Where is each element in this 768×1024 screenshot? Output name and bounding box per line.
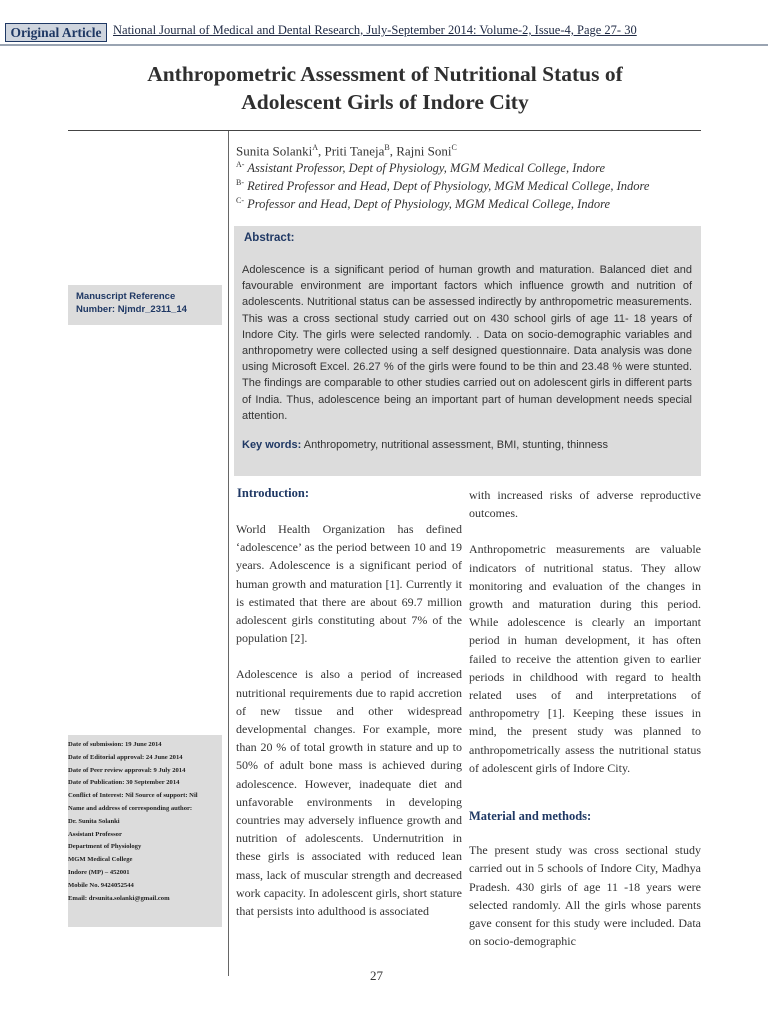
info-line: Assistant Professor [68,830,122,838]
info-line: MGM Medical College [68,856,133,864]
info-line: Date of Peer review approval: 9 July 2014 [68,766,186,774]
author-name: Rajni Soni [396,143,452,159]
info-line: Department of Physiology [68,843,142,851]
introduction-body [236,520,462,920]
keywords [242,439,692,451]
info-line: Date of Publication: 30 September 2014 [68,779,180,787]
submission-info-box [68,735,222,927]
abstract-text: Adolescence is a significant period of human growth and maturation. Balanced diet and favourable environment are important factors which influence growth and nutrition of adolescents. Nutritional status can be assessed indirectly by anthropometric measurements. This was a cross sectional study carried out on 430 school girls of age 11- 18 years of Indore City. The girls were selected randomly. . Data on socio-demographic variables and anthropometry were collected using a self designed questionnaire. Data analysis was done using Microsoft Excel. 26.27 % of the girls were found to be thin and 23.48 % were stunted. The findings are comparable to other studies carried out on adolescent girls in different parts of India. Thus, adolescence being an important part of human development needs special attention. [242,264,692,422]
header-divider [0,44,768,46]
methods-heading: Material and methods: [469,809,592,824]
article-title [60,60,710,116]
paragraph: with increased risks of adverse reproductive outcomes. [469,488,701,521]
journal-citation[interactable]: National Journal of Medical and Dental Research, July-September 2014: Volume-2, Issue-4, Page 27- 30 [113,23,637,37]
column-divider [228,131,229,976]
introduction-heading: Introduction: [237,486,310,500]
keywords-label: Key words: [242,439,302,451]
info-line: Date of Editorial approval: 24 June 2014 [68,753,183,761]
article-type-badge: Original Article [5,23,107,42]
title-line-1: Anthropometric Assessment of Nutritional Status of [147,62,623,86]
title-line-2: Adolescent Girls of Indore City [241,90,529,114]
email-link[interactable]: Email: drsunita.solanki@gmail.com [68,894,170,902]
title-divider [68,130,701,131]
paragraph: Adolescence is also a period of increased nutritional requirements due to rapid accretion of new tissue and other widespread developmental changes. For example, more than 20 % of total growth in stature and up to 50% of adult bone mass is achieved during adolescence. However, inadequate diet and unfavorable environments in developing countries may adversely influence growth and nutrition of adolescents. Undernutrition in these girls is associated with reduced lean mass, lack of muscular strength and decreased work capacity. In adolescent girls, short stature that persists into adulthood is associated [236,667,462,919]
page-number: 27 [370,968,383,983]
paragraph: World Health Organization has defined ‘adolescence’ as the period between 10 and 19 years. Adolescence is a significant period of human growth and maturation [1]. Currently it is estimated that there are about 69.7 million adolescent girls constituting about 7% of the population [2]. [236,522,462,646]
affiliation: $^{B-}$ Retired Professor and Head, Dept of Physiology, MGM Medical College, Indore [236,178,650,194]
abstract-box [234,226,701,476]
paragraph: Anthropometric measurements are valuable indicators of nutritional status. They allow monitoring and evaluation of the changes in growth and maturation during this period. While adolescence is clearly an important period in human development, it has often failed to receive the attention given to earlier periods in childhood with regard to health related uses of and interpretations of anthropometry [1]. Keeping these issues in mind, the present study was planned to anthropometrically assess the nutritional status of adolescent girls of Indore City. [469,542,701,775]
affiliation: $^{A-}$ Assistant Professor, Dept of Physiology, MGM Medical College, Indore [236,160,606,176]
info-line: Name and address of corresponding author: [68,804,193,812]
keywords-text: Anthropometry, nutritional assessment, BMI, stunting, thinness [303,439,609,451]
abstract-heading: Abstract: [244,232,295,244]
info-line: Dr. Sunita Solanki [68,817,120,825]
manuscript-reference: Manuscript Reference Number: Njmdr_2311_14 [68,285,222,325]
author-name: Priti Taneja [324,143,385,159]
author-list: Sunita Solanki$^A$, Priti Taneja$^B$, Rajni Soni$^C$ [236,143,457,159]
info-line: Mobile No. 9424052544 [68,881,134,889]
info-line: Conflict of Interest: Nil Source of support: Nil [68,792,198,800]
info-line: Date of submission: 19 June 2014 [68,741,162,748]
author-name: Sunita Solanki [236,143,313,159]
affiliation: $^{C-}$ Professor and Head, Dept of Physiology, MGM Medical College, Indore [236,196,611,212]
right-column-body [469,486,701,950]
info-line: Indore (MP) – 452001 [68,868,130,876]
paragraph: The present study was cross sectional study carried out in 5 schools of Indore City, Madhya Pradesh. 430 girls of age 11 -18 years were selected randomly. All the girls whose parents gave consent for this study were included. Data on socio-demographic [469,843,701,949]
